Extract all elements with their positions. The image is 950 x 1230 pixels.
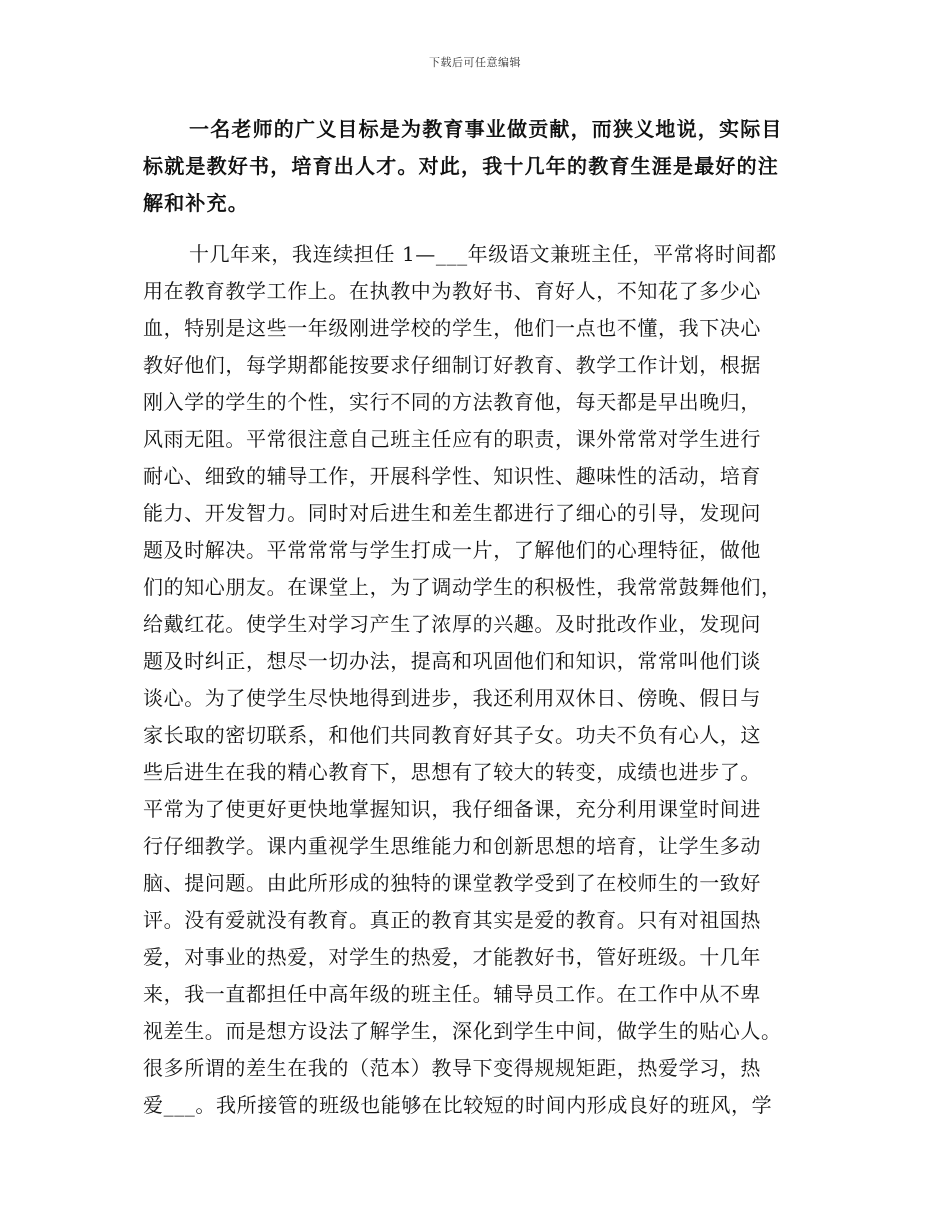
text-line: 来，我一直都担任中高年级的班主任。辅导员工作。在工作中从不卑 — [143, 982, 761, 1006]
text-line: 标就是教好书，培育出人才。对此，我十几年的教育生涯是最好的注 — [143, 154, 779, 178]
text-line: 能力、开发智力。同时对后进生和差生都进行了细心的引导，发现问 — [143, 501, 761, 525]
text-line: 平常为了使更好更快地掌握知识，我仔细备课，充分利用课堂时间进 — [143, 797, 761, 821]
text-line: 视差生。而是想方设法了解学生，深化到学生中间，做学生的贴心人。 — [143, 1019, 782, 1043]
text-line: 十几年来，我连续担任 1—___年级语文兼班主任，平常将时间都 — [189, 242, 777, 266]
text-line: 题及时纠正，想尽一切办法，提高和巩固他们和知识，常常叫他们谈 — [143, 649, 761, 673]
text-line: 风雨无阻。平常很注意自己班主任应有的职责，课外常常对学生进行 — [143, 427, 761, 451]
text-line: 给戴红花。使学生对学习产生了浓厚的兴趣。及时批改作业，发现问 — [143, 612, 761, 636]
text-line: 评。没有爱就没有教育。真正的教育其实是爱的教育。只有对祖国热 — [143, 908, 761, 932]
text-line: 题及时解决。平常常常与学生打成一片，了解他们的心理特征，做他 — [143, 538, 761, 562]
text-line: 解和补充。 — [143, 191, 249, 215]
text-line: 教好他们，每学期都能按要求仔细制订好教育、教学工作计划，根据 — [143, 353, 761, 377]
text-line: 一名老师的广义目标是为教育事业做贡献，而狭义地说，实际目 — [189, 117, 783, 141]
text-line: 爱，对事业的热爱，对学生的热爱，才能教好书，管好班级。十几年 — [143, 945, 761, 969]
text-line: 家长取的密切联系，和他们共同教育好其子女。功夫不负有心人，这 — [143, 723, 761, 747]
main-paragraph — [143, 236, 823, 1124]
page-header: 下载后可任意编辑 — [429, 56, 521, 69]
text-line: 谈心。为了使学生尽快地得到进步，我还利用双休日、傍晚、假日与 — [143, 686, 761, 710]
document-body — [143, 111, 823, 1124]
intro-paragraph — [143, 111, 823, 222]
text-line: 用在教育教学工作上。在执教中为教好书、育好人，不知花了多少心 — [143, 279, 761, 303]
text-line: 刚入学的学生的个性，实行不同的方法教育他，每天都是早出晚归， — [143, 390, 761, 414]
text-line: 脑、提问题。由此所形成的独特的课堂教学受到了在校师生的一致好 — [143, 871, 761, 895]
text-line: 耐心、细致的辅导工作，开展科学性、知识性、趣味性的活动，培育 — [143, 464, 761, 488]
text-line: 行仔细教学。课内重视学生思维能力和创新思想的培育，让学生多动 — [143, 834, 761, 858]
text-line: 爱___。我所接管的班级也能够在比较短的时间内形成良好的班风，学 — [143, 1093, 773, 1117]
text-line: 们的知心朋友。在课堂上，为了调动学生的积极性，我常常鼓舞他们， — [143, 575, 782, 599]
text-line: 些后进生在我的精心教育下，思想有了较大的转变，成绩也进步了。 — [143, 760, 761, 784]
text-line: 很多所谓的差生在我的（范本）教导下变得规规矩距，热爱学习，热 — [143, 1056, 761, 1080]
text-line: 血，特别是这些一年级刚进学校的学生，他们一点也不懂，我下决心 — [143, 316, 761, 340]
